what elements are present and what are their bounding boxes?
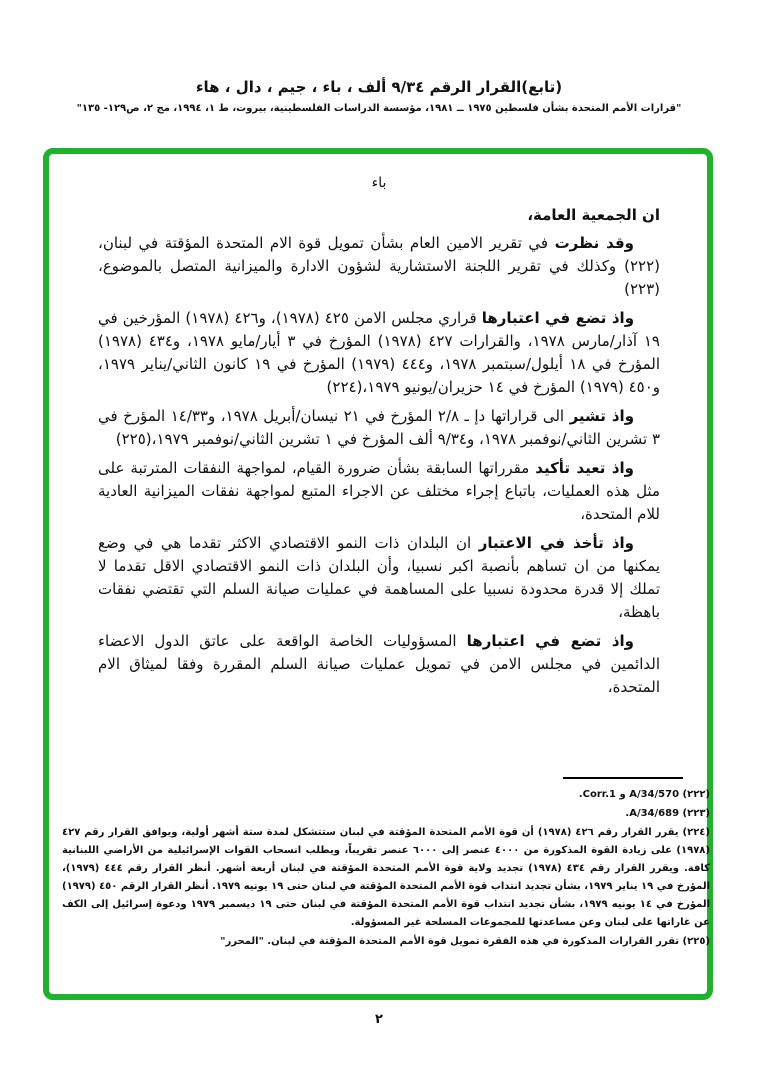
preamble-paragraph [98,457,660,526]
paragraph-lead: واذ تأخذ في الاعتبار [478,534,634,552]
doc-title: (تابع)القرار الرقم ٩/٣٤ ألف ، باء ، جيم ، دال ، هاء [195,78,563,96]
page-number: ٢ [375,1012,383,1027]
preamble-paragraph [98,532,660,624]
document-body [98,172,660,705]
paragraph-text: ان البلدان ذات النمو الاقتصادي الاكثر تقدما هي في وضع يمكنها من ان تساهم بأنصبة اكبر نسبيا، وأن البلدان ذات النمو الاقتصادي الاقل تقدما لا تملك إلا قدرة محدودة نسبيا على المساهمة في عمليات صيانة السلم التي تقتضي نفقات باهظة، [98,534,660,621]
footnote-separator [563,777,683,779]
paragraph-lead: واذ تضع في اعتبارها [481,309,635,327]
footnote [62,933,710,951]
paragraph-text: مقرراتها السابقة بشأن ضرورة القيام، لمواجهة النفقات المترتبة على مثل هذه العمليات، باتباع إجراء مختلف عن الاجراء المتبع لمواجهة نفقات الميزانية العادية للام المتحدة، [98,459,660,523]
footnote-text: A/34/570 و Corr.1. [578,789,680,800]
preamble-paragraph [98,307,660,399]
preamble-paragraph [98,405,660,451]
footnote-ref: (٢٢٥) [682,936,710,947]
preamble-paragraph [98,232,660,301]
paragraph-text: قراري مجلس الامن ٤٢٥ (١٩٧٨)، و٤٢٦ (١٩٧٨) المؤرخين في ١٩ آذار/مارس ١٩٧٨، والقرارات ٤٢٧ (١٩٧٨) المؤرخ في ٣ أيار/مايو ١٩٧٨، و٤٣٤ (١٩٧٨) المؤرخ في ١٨ أيلول/سبتمبر ١٩٧٨، و٤٤٤ (١٩٧٩) المؤرخ في ١٩ كانون الثاني/يناير ١٩٧٩، و٤٥٠ (١٩٧٩) المؤرخ في ١٤ حزيران/يونيو ١٩٧٩،(٢٢٤) [98,309,661,396]
paragraph-text: في تقرير الامين العام بشأن تمويل قوة الام المتحدة المؤقتة في لبنان،(٢٢٢) وكذلك في تقرير اللجنة الاستشارية لشؤون الادارة والميزانية المتصل بالموضوع،(٢٢٣) [98,234,660,298]
preamble-opening: ان الجمعية العامة، [527,206,660,224]
paragraph-lead: واذ تشير [569,407,635,425]
paragraph-lead: وقد نظرت [554,234,634,252]
footnote-text: تقرر القرارات المذكورة في هذه الفقرة تمويل قوة الأمم المتحدة المؤقتة في لبنان. "المحرر" [220,936,680,947]
paragraph-lead: واذ تضع في اعتبارها [466,632,634,650]
footnote-ref: (٢٢٣) [682,808,710,819]
preamble-paragraph [98,630,660,699]
doc-source-citation: "قرارات الأمم المتحدة بشأن فلسطين ١٩٧٥ ــ ١٩٨١، مؤسسة الدراسات الفلسطينية، بيروت، ط ١، ١٩٩٤، مج ٢، ص١٢٩- ١٣٥" [76,103,682,114]
footnotes [62,786,710,952]
footnote [62,824,710,932]
footnote-ref: (٢٢٢) [682,789,710,800]
footnote [62,805,710,823]
paragraph-text: الى قراراتها دإ ـ ٢/٨ المؤرخ في ٢١ نيسان/أبريل ١٩٧٨، و١٤/٣٣ المؤرخ في ٣ تشرين الثاني/نوفمبر ١٩٧٨، و٩/٣٤ ألف المؤرخ في ١ تشرين الثاني/نوفمبر ١٩٧٩،(٢٢٥) [98,407,660,448]
footnote [62,786,710,804]
footnote-ref: (٢٢٤) [682,827,710,838]
footnote-text: A/34/689. [625,808,680,819]
paragraph-lead: واذ تعيد تأكيد [535,459,634,477]
document-header [0,78,758,114]
footnote-text: يقرر القرار رقم ٤٢٦ (١٩٧٨) أن قوة الأمم المتحدة المؤقتة في لبنان ستتشكل لمدة ستة أشهر أولية، ويوافق القرار رقم ٤٢٧ (١٩٧٨) على زيادة القوة المذكورة من ٤٠٠٠ عنصر إلى ٦٠٠٠ عنصر تقريباً، ويطلب انسحاب القوات الإسرائيلية من الأراضي اللبنانية كافة. ويقرر القرار رقم ٤٣٤ (١٩٧٨) تجديد ولاية قوة الأمم المتحدة المؤقتة في لبنان أربعة أشهر. أنظر القرار رقم ٤٤٤ (١٩٧٩)، المؤرخ في ١٩ يناير ١٩٧٩، بشأن تجديد انتداب قوة الأمم المتحدة المؤقتة في لبنان حتى ١٩ يونيه ١٩٧٩. أنظر القرار الرقم ٤٥٠ (١٩٧٩) المؤرخ في ١٤ يونيه ١٩٧٩، بشأن تجديد انتداب قوة الأمم المتحدة المؤقتة في لبنان حتى ١٩ ديسمبر ١٩٧٩ ودعوة إسرائيل إلى الكف عن غاراتها على لبنان وعن مساعدتها للمجموعات المسلحة غير المسؤولة. [62,827,710,928]
paragraph-text: المسؤوليات الخاصة الواقعة على عاتق الدول الاعضاء الدائمين في مجلس الامن في تمويل عمليات صيانة السلم المقررة وفقا لميثاق الام المتحدة، [98,632,660,696]
section-heading: باء [371,175,387,191]
